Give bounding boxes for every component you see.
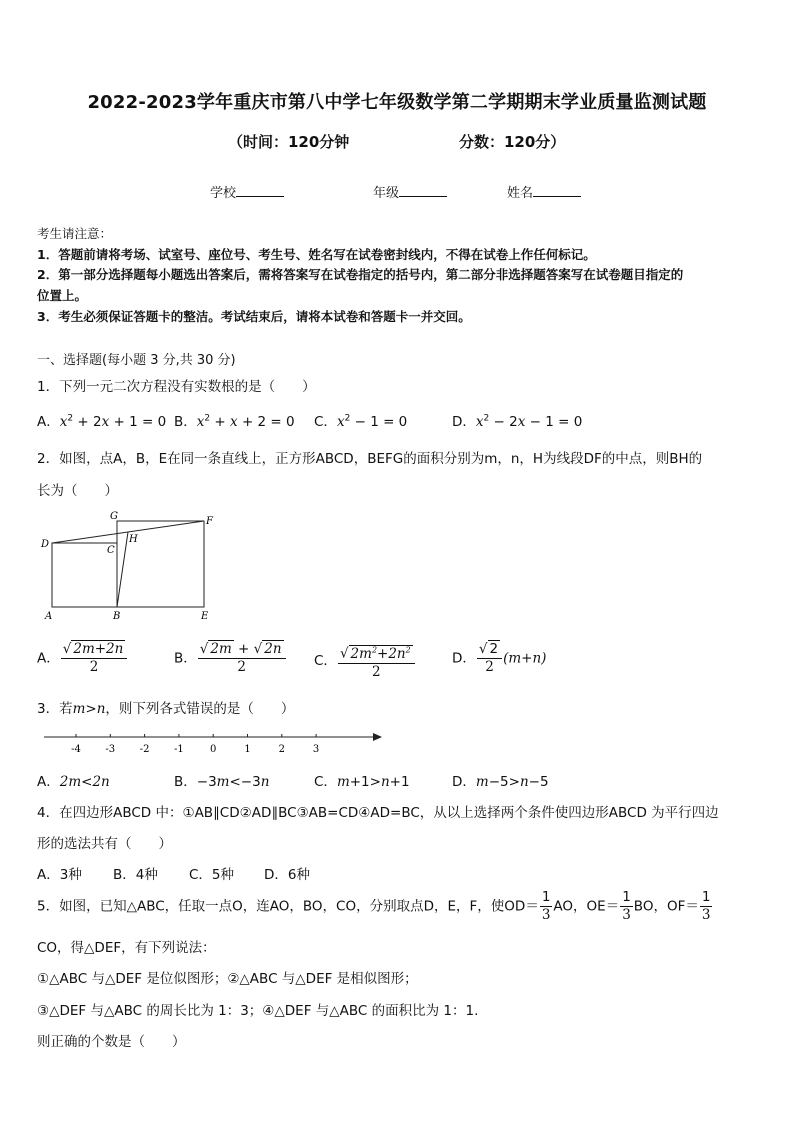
q3-option-a[interactable]: A．2m<2n	[37, 774, 110, 790]
label-d: D	[41, 539, 50, 550]
q4-option-b[interactable]: B．4种	[113, 867, 158, 883]
tick-label: -4	[71, 744, 81, 755]
q4-stem-b: 形的选法共有（ ）	[37, 836, 172, 852]
school-label: 学校	[210, 186, 237, 201]
tick-label: -2	[139, 744, 150, 755]
q5-statement-1: ①△ABC 与△DEF 是位似图形；②△ABC 与△DEF 是相似图形；	[37, 971, 418, 987]
notice-item-3: 3．考生必须保证答题卡的整洁。考试结束后，请将本试卷和答题卡一并交回。	[37, 309, 471, 324]
q3-option-d[interactable]: D．m−5>n−5	[452, 774, 549, 790]
label-a: A	[45, 611, 53, 622]
q5-frac-1: $\frac{1}{3}$	[541, 889, 551, 923]
q4-option-c[interactable]: C．5种	[189, 867, 235, 883]
tick-label: -3	[105, 744, 116, 755]
school-blank[interactable]	[236, 184, 284, 197]
name-blank[interactable]	[533, 184, 581, 197]
tick-label: 3	[312, 744, 320, 755]
notice-item-2a: 2．第一部分选择题每小题选出答案后，需将答案写在试卷指定的括号内，第二部分非选择题答案写在试卷题目指定的	[37, 267, 684, 282]
q2-option-d[interactable]: D． $\frac{√ 2}{2}$ (m+n)	[452, 641, 547, 675]
q4-stem-a: 4．在四边形ABCD 中：①AB∥CD②AD∥BC③AB=CD④AD=BC，从以上选择两个条件使四边形ABCD 为平行四边	[37, 805, 719, 821]
q1-option-d[interactable]: D．$x^2 - 2x - 1 = 0$	[452, 413, 583, 430]
page-title: 2022-2023学年重庆市第八中学七年级数学第二学期期末学业质量监测试题	[87, 92, 707, 113]
label-g: G	[110, 511, 118, 522]
name-field[interactable]	[507, 182, 581, 201]
q5-stem-b: CO，得△DEF，有下列说法：	[37, 940, 216, 956]
number-line-arrow	[373, 733, 382, 741]
exam-time: （时间：120分钟	[228, 133, 350, 151]
label-e: E	[201, 611, 209, 622]
tick-label: 1	[244, 744, 251, 755]
q2-option-b[interactable]: B． $\frac{√ 2m + √ 2n}{2}$	[174, 641, 287, 676]
label-h: H	[129, 534, 138, 545]
grade-field[interactable]	[373, 182, 447, 201]
q5-frac-2: $\frac{1}{3}$	[622, 889, 631, 923]
name-label: 姓名	[507, 186, 534, 201]
grade-label: 年级	[373, 186, 400, 201]
q3-number-line	[40, 728, 388, 756]
q3-stem: 3．若m>n，则下列各式错误的是（ ）	[37, 701, 295, 717]
q2-option-c[interactable]: C． $\frac{√ 2m^2+2n^2}{2}$	[314, 641, 416, 681]
label-c: C	[107, 545, 115, 556]
q4-option-d[interactable]: D．6种	[264, 867, 310, 883]
q4-option-a[interactable]: A．3种	[37, 867, 82, 883]
q5-question: 则正确的个数是（ ）	[37, 1034, 186, 1050]
notice-heading: 考生请注意：	[37, 226, 113, 241]
label-f: F	[206, 516, 213, 527]
tick-label: 0	[210, 744, 217, 755]
q1-option-c[interactable]: C．$x^2 - 1 = 0$	[314, 413, 408, 430]
tick-label: -1	[174, 744, 184, 755]
q5-frac-3: $\frac{1}{3}$	[701, 889, 711, 923]
q3-option-b[interactable]: B．−3m<−3n	[174, 774, 270, 790]
q2-option-a[interactable]: A． $\frac{√ 2m+2n}{2}$	[37, 641, 128, 676]
label-b: B	[113, 611, 121, 622]
school-field[interactable]	[210, 182, 284, 201]
q5-stem-a: 5．如图，已知△ABC，任取一点O，连AO，BO，CO，分别取点D，E，F，使OD＝ $\frac{1}{3}$ AO，OE＝ $\frac{1}{3}$ BO，OF＝ $\frac{1}{3}$	[37, 889, 711, 923]
q1-stem: 1．下列一元二次方程没有实数根的是（ ）	[37, 379, 316, 395]
tick-label: 2	[278, 744, 285, 755]
q2-stem-b: 长为（ ）	[37, 483, 118, 499]
exam-score: 分数：120分）	[459, 133, 566, 151]
notice-item-2b: 位置上。	[37, 288, 88, 303]
notice-item-1: 1．答题前请将考场、试室号、座位号、考生号、姓名写在试卷密封线内，不得在试卷上作任何标记。	[37, 247, 596, 262]
grade-blank[interactable]	[399, 184, 447, 197]
q2-figure	[38, 506, 223, 624]
section-heading: 一、选择题(每小题 3 分,共 30 分)	[37, 353, 236, 368]
q1-option-a[interactable]: A．$x^2 + 2x + 1 = 0$	[37, 413, 167, 430]
q5-statement-2: ③△DEF 与△ABC 的周长比为 1：3；④△DEF 与△ABC 的面积比为 1：1.	[37, 1003, 479, 1019]
q1-option-b[interactable]: B．$x^2 + x + 2 = 0$	[174, 413, 295, 430]
q2-stem-a: 2．如图，点A，B，E在同一条直线上，正方形ABCD，BEFG的面积分别为m，n，H为线段DF的中点，则BH的	[37, 451, 703, 467]
segment-bh	[117, 532, 128, 607]
q3-option-c[interactable]: C．m+1>n+1	[314, 774, 410, 790]
